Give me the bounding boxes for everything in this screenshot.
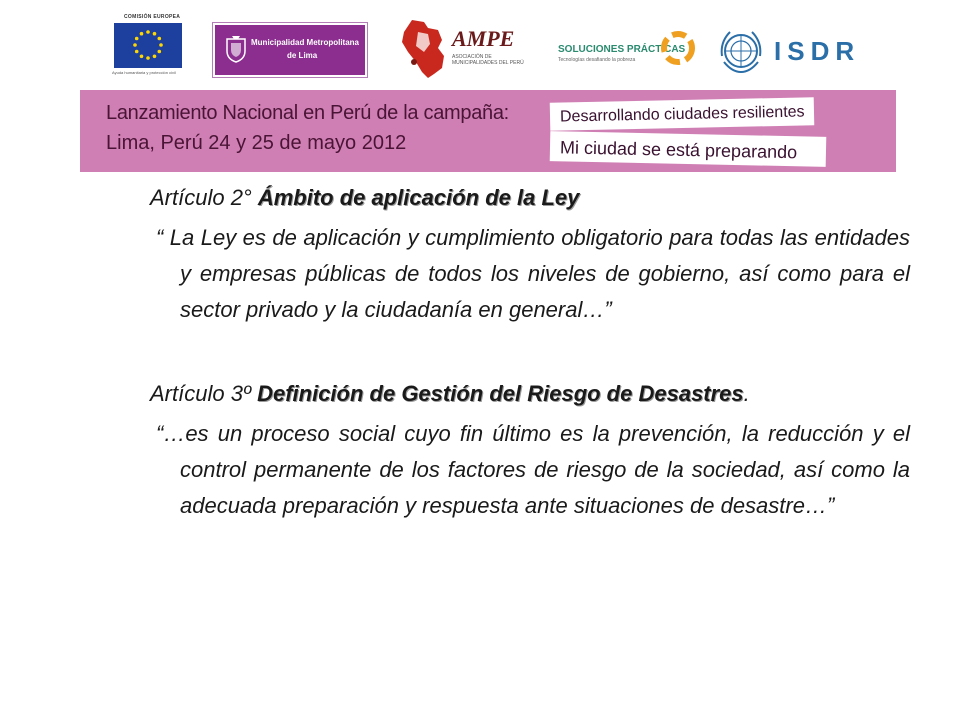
- article-3-heading: [150, 376, 910, 412]
- banner-line1: Lanzamiento Nacional en Perú de la campaña:: [106, 102, 509, 124]
- article-2-label: Artículo 2°: [150, 185, 258, 210]
- soluciones-practicas-logo: [552, 28, 692, 74]
- slide-content: [150, 180, 910, 524]
- article-3-title: Definición de Gestión del Riesgo de Desastres: [257, 381, 744, 406]
- article-2-title: Ámbito de aplicación de la Ley: [257, 185, 580, 210]
- article-2-heading: [150, 180, 910, 216]
- ampe-logo: [398, 18, 530, 86]
- banner-line2: Lima, Perú 24 y 25 de mayo 2012: [106, 132, 407, 154]
- campaign-banner: [80, 90, 896, 172]
- eu-caption: COMISIÓN EUROPEA: [124, 14, 181, 20]
- un-emblem-icon: [716, 26, 766, 76]
- banner-tag-resilientes: [550, 97, 815, 131]
- municipalidad-line1: Municipalidad Metropolitana: [251, 38, 360, 47]
- banner-tag1-text: Desarrollando ciudades resilientes: [559, 103, 805, 126]
- article-3-title-suffix: .: [743, 381, 750, 406]
- logo-strip: [0, 0, 960, 88]
- soluciones-tagline: Tecnologías desafiando la pobreza: [558, 57, 636, 63]
- soluciones-name: SOLUCIONES PRÁCTICAS: [558, 44, 686, 55]
- article-3-label: Artículo 3º: [150, 381, 258, 406]
- municipalidad-logo: [212, 22, 368, 78]
- eu-logo: [112, 14, 184, 76]
- crest-icon: [225, 35, 247, 63]
- banner-tag2-text: Mi ciudad se está preparando: [559, 137, 798, 163]
- eu-flag-icon: [114, 23, 182, 68]
- article-3-quote: “…es un proceso social cuyo fin último es la prevención, la reducción y el control permanente de los factores de riesgo de la sociedad, así como la adecuada preparación y respuesta ante situaciones de desastre…”: [156, 421, 910, 518]
- ampe-desc: ASOCIACIÓN DE MUNICIPALIDADES DEL PERÚ: [452, 54, 524, 66]
- isdr-logo: [716, 26, 866, 80]
- peru-map-icon: [398, 18, 448, 80]
- ampe-name: AMPE: [452, 26, 515, 51]
- eu-subcaption: Ayuda humanitaria y protección civil: [112, 70, 176, 75]
- municipalidad-line2: de Lima: [287, 51, 318, 60]
- ring-logo-icon: [660, 30, 696, 66]
- article-2-quote: “ La Ley es de aplicación y cumplimiento obligatorio para todas las entidades y empresas públicas de todos los niveles de gobierno, así como para el sector privado y la ciudadanía en general…”: [156, 225, 910, 322]
- isdr-name: ISDR: [774, 36, 861, 66]
- banner-tag-preparando: [550, 131, 827, 167]
